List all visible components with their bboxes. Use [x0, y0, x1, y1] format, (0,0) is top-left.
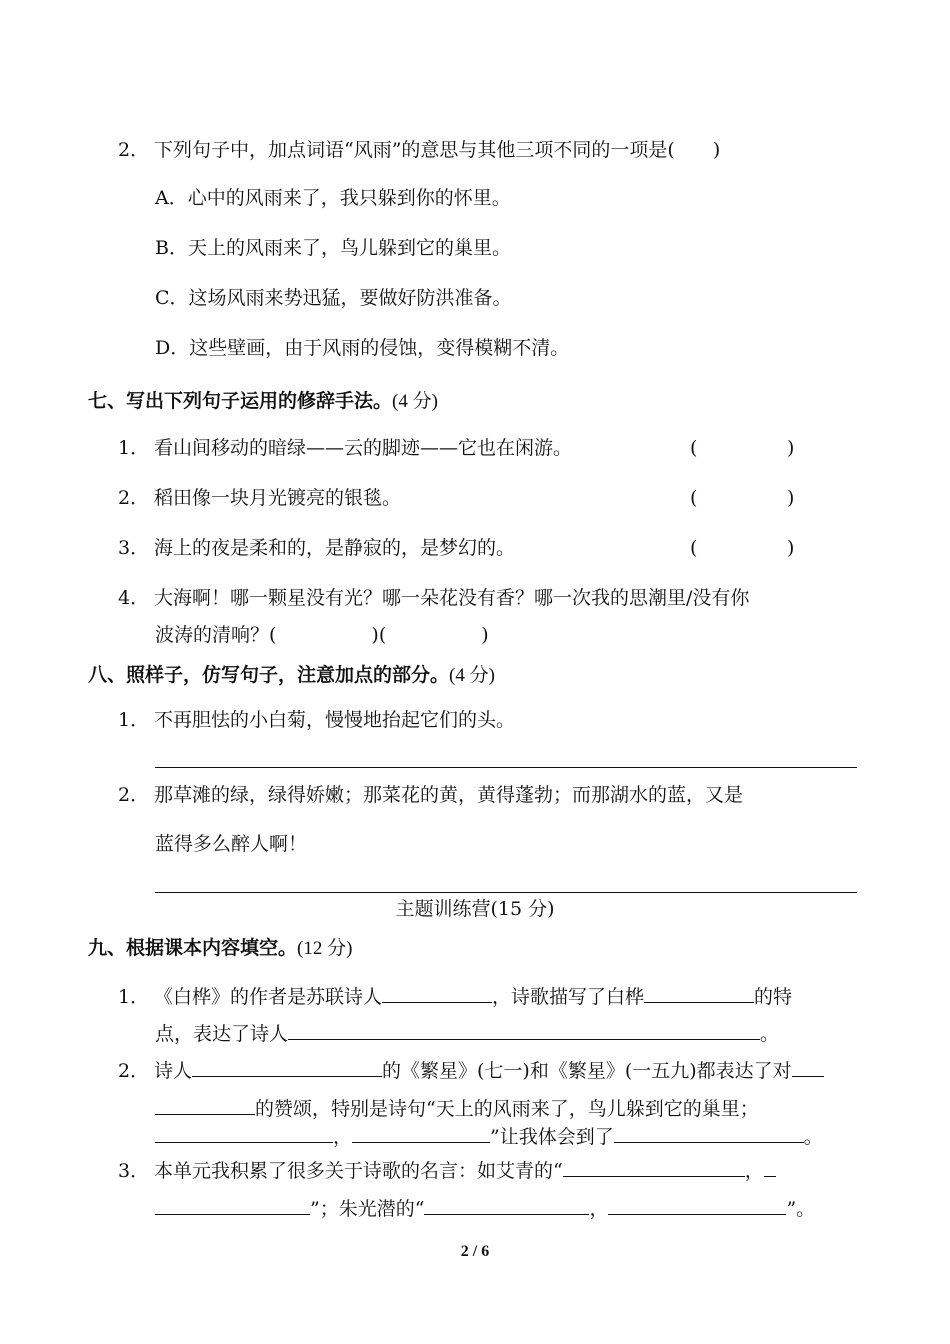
- item-number: 1．: [118, 709, 150, 731]
- fill-item-2: [118, 1058, 824, 1083]
- fill-text: 的《繁星》(七一)和《繁星》(一五九)都表达了对: [382, 1060, 792, 1082]
- rhetoric-item-2: [118, 486, 401, 510]
- fill-text: 的赞颂，特别是诗句“天上的风雨来了，鸟儿躲到它的巢里；: [255, 1098, 759, 1120]
- theme-title: 主题训练营(15 分): [395, 898, 555, 920]
- answer-paren-close: ): [787, 537, 795, 559]
- item-number: 1．: [118, 437, 150, 459]
- section-points: (4 分): [449, 665, 495, 686]
- fill-blank[interactable]: [155, 1124, 333, 1143]
- item-text: 看山间移动的暗绿——云的脚迹——它也在闲游。: [154, 437, 573, 459]
- option-text: 这些壁画，由于风雨的侵蚀，变得模糊不清。: [189, 337, 570, 359]
- section-title: 八、照样子，仿写句子，注意加点的部分。: [88, 664, 450, 686]
- imitation-item-2-line2: 蓝得多么醉人啊！: [155, 833, 308, 855]
- section-points: (4 分): [392, 391, 438, 412]
- fill-item-1-line2: [155, 1021, 779, 1046]
- option-label: A．: [155, 187, 188, 209]
- option-a: [155, 186, 511, 210]
- fill-blank[interactable]: [608, 1196, 786, 1215]
- answer-paren-close: ): [787, 437, 795, 459]
- fill-text: ”；朱光潜的“: [310, 1198, 425, 1220]
- fill-blank[interactable]: [764, 1158, 776, 1177]
- rhetoric-item-4-line2[interactable]: 波涛的清响？( )( ): [155, 624, 489, 646]
- section-title: 七、写出下列句子运用的修辞手法。: [88, 390, 393, 412]
- answer-line[interactable]: [155, 892, 857, 893]
- fill-blank[interactable]: [192, 1058, 382, 1077]
- fill-text: 《白桦》的作者是苏联诗人: [154, 986, 383, 1008]
- rhetoric-item-1: [118, 436, 572, 460]
- answer-line[interactable]: [155, 767, 857, 768]
- option-c: [155, 286, 512, 310]
- section-title: 九、根据课本内容填空。: [88, 937, 298, 959]
- item-number: 2．: [118, 487, 150, 509]
- fill-text: 。: [760, 1023, 780, 1045]
- question-6-2: [118, 138, 720, 162]
- item-number: 3．: [118, 537, 150, 559]
- fill-text: ”。: [786, 1198, 816, 1220]
- option-label: D．: [155, 337, 190, 359]
- fill-text: ，: [744, 1160, 764, 1182]
- section-points: (12 分): [297, 938, 353, 959]
- fill-item-2-line3: [155, 1124, 823, 1149]
- fill-item-3-line2: [155, 1196, 815, 1221]
- rhetoric-item-4: [118, 586, 749, 610]
- imitation-item-1: [118, 708, 515, 732]
- answer-paren-close: ): [787, 487, 795, 509]
- fill-blank[interactable]: [644, 984, 754, 1003]
- fill-text: ，: [333, 1126, 353, 1148]
- option-text: 天上的风雨来了，鸟儿躲到它的巢里。: [187, 237, 511, 259]
- fill-text: 点，表达了诗人: [155, 1023, 289, 1045]
- fill-text: ”让我体会到了: [490, 1126, 614, 1148]
- item-text-line1: 大海啊！哪一颗星没有光？哪一朵花没有香？哪一次我的思潮里/没有你: [154, 587, 750, 609]
- fill-text: ，: [589, 1198, 609, 1220]
- section-7-heading: [88, 389, 438, 414]
- item-text: 不再胆怯的小白菊，慢慢地抬起它们的头。: [154, 709, 516, 731]
- fill-blank[interactable]: [352, 1124, 490, 1143]
- fill-blank[interactable]: [382, 984, 492, 1003]
- fill-text: ，诗歌描写了白桦: [492, 986, 645, 1008]
- answer-paren-open[interactable]: (: [690, 487, 698, 509]
- rhetoric-item-3: [118, 536, 515, 560]
- option-b: [155, 236, 511, 260]
- item-text-line1: 那草滩的绿，绿得娇嫩；那菜花的黄，黄得蓬勃；而那湖水的蓝，又是: [154, 784, 744, 806]
- question-text: 下列句子中，加点词语“风雨”的意思与其他三项不同的一项是( ): [154, 139, 721, 161]
- item-number: 1．: [118, 986, 150, 1008]
- fill-item-3: [118, 1158, 776, 1183]
- fill-item-1: [118, 984, 792, 1009]
- item-number: 2．: [118, 784, 150, 806]
- fill-item-2-line2: [155, 1096, 759, 1121]
- fill-blank[interactable]: [424, 1196, 589, 1215]
- item-number: 3．: [118, 1160, 150, 1182]
- question-number: 2．: [118, 139, 150, 161]
- option-d: [155, 336, 569, 360]
- section-8-heading: [88, 663, 495, 688]
- option-text: 心中的风雨来了，我只躲到你的怀里。: [187, 187, 511, 209]
- answer-paren-open[interactable]: (: [690, 537, 698, 559]
- imitation-item-2: [118, 783, 743, 807]
- fill-text: 的特: [754, 986, 793, 1008]
- fill-text: 。: [803, 1126, 823, 1148]
- section-9-heading: [88, 936, 352, 961]
- fill-blank[interactable]: [563, 1158, 745, 1177]
- fill-blank[interactable]: [155, 1096, 255, 1115]
- fill-blank[interactable]: [288, 1021, 760, 1040]
- item-text: 稻田像一块月光镀亮的银毯。: [154, 487, 402, 509]
- item-number: 2．: [118, 1060, 150, 1082]
- fill-blank[interactable]: [614, 1124, 804, 1143]
- fill-blank[interactable]: [792, 1058, 824, 1077]
- option-label: C．: [155, 287, 189, 309]
- fill-blank[interactable]: [155, 1196, 310, 1215]
- fill-text: 本单元我积累了很多关于诗歌的名言：如艾青的“: [154, 1160, 563, 1182]
- option-label: B．: [155, 237, 188, 259]
- item-number: 4．: [118, 587, 150, 609]
- fill-text: 诗人: [154, 1060, 193, 1082]
- answer-paren-open[interactable]: (: [690, 437, 698, 459]
- page-number: 2 / 6: [460, 1243, 490, 1260]
- option-text: 这场风雨来势迅猛，要做好防洪准备。: [188, 287, 512, 309]
- item-text: 海上的夜是柔和的，是静寂的，是梦幻的。: [154, 537, 516, 559]
